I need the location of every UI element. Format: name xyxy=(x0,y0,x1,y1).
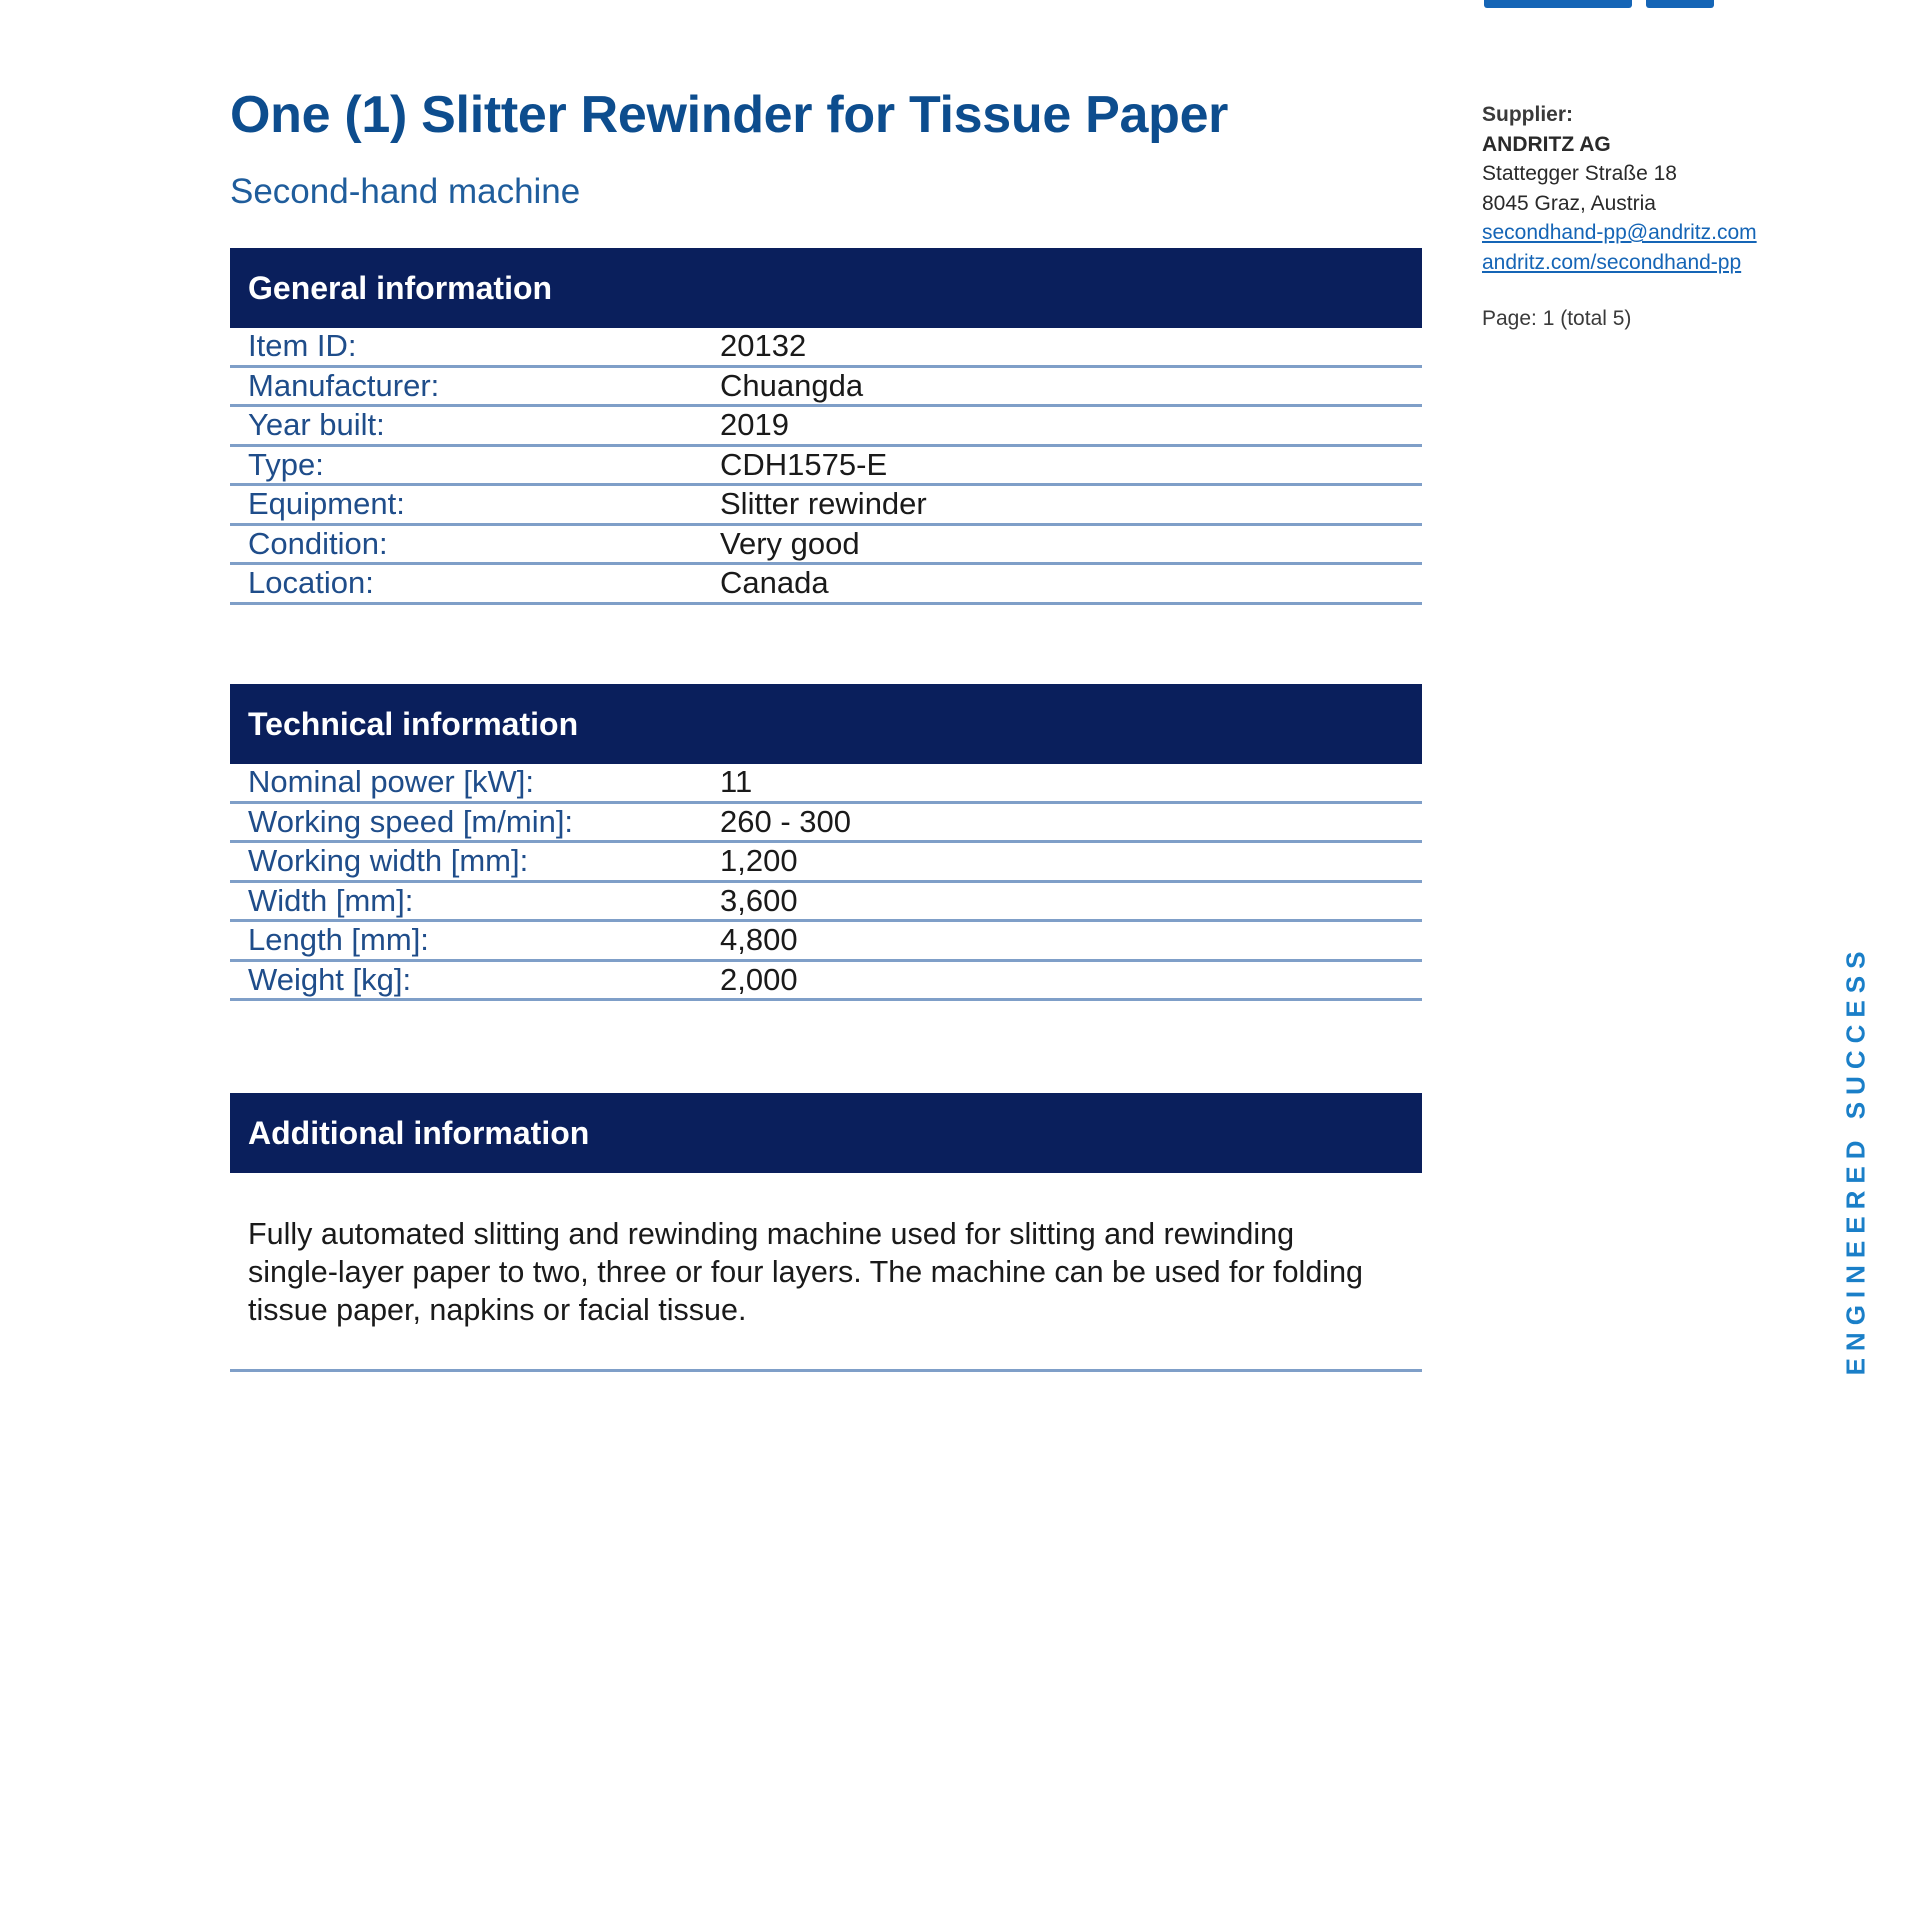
general-row-value: CDH1575-E xyxy=(720,446,888,482)
general-row-label: Item ID: xyxy=(248,328,357,364)
general-row-label: Year built: xyxy=(248,407,385,443)
general-row-value: Slitter rewinder xyxy=(720,486,927,522)
supplier-website-link[interactable]: andritz.com/secondhand-pp xyxy=(1482,250,1742,274)
supplier-company: ANDRITZ AG xyxy=(1482,132,1611,156)
technical-information-heading: Technical information xyxy=(230,684,1422,764)
technical-row-value: 3,600 xyxy=(720,882,798,918)
page-title: One (1) Slitter Rewinder for Tissue Paper xyxy=(230,86,1229,144)
general-information-section xyxy=(230,248,1422,605)
page-subtitle: Second-hand machine xyxy=(230,172,581,211)
page-info: Page: 1 (total 5) xyxy=(1482,307,1632,330)
additional-information-section xyxy=(230,1093,1422,1372)
supplier-sidebar xyxy=(1482,100,1842,334)
technical-row-label: Width [mm]: xyxy=(248,882,414,918)
technical-row-value: 260 - 300 xyxy=(720,803,851,839)
technical-row xyxy=(230,764,1422,804)
logo-bar-right xyxy=(1646,0,1714,8)
supplier-street: Stattegger Straße 18 xyxy=(1482,162,1677,185)
technical-row-value: 4,800 xyxy=(720,922,798,958)
technical-row-label: Working speed [m/min]: xyxy=(248,803,574,839)
general-information-heading: General information xyxy=(230,248,1422,328)
technical-row-label: Working width [mm]: xyxy=(248,843,529,879)
brand-tagline: ENGINEERED SUCCESS xyxy=(1840,944,1871,1376)
general-row xyxy=(230,486,1422,526)
technical-row xyxy=(230,804,1422,844)
technical-information-section xyxy=(230,684,1422,1001)
technical-row-label: Nominal power [kW]: xyxy=(248,764,534,800)
general-row-value: Canada xyxy=(720,565,829,601)
general-row xyxy=(230,368,1422,408)
general-row xyxy=(230,328,1422,368)
technical-row-label: Weight [kg]: xyxy=(248,961,412,997)
technical-row xyxy=(230,883,1422,923)
technical-row-value: 11 xyxy=(720,764,753,800)
general-row-label: Condition: xyxy=(248,525,388,561)
technical-row-value: 2,000 xyxy=(720,961,798,997)
technical-row xyxy=(230,922,1422,962)
general-row-label: Type: xyxy=(248,446,324,482)
general-row-label: Equipment: xyxy=(248,486,405,522)
technical-row xyxy=(230,843,1422,883)
general-row-value: Chuangda xyxy=(720,367,864,403)
general-row-value: 20132 xyxy=(720,328,807,364)
general-row xyxy=(230,407,1422,447)
general-row xyxy=(230,526,1422,566)
additional-information-heading: Additional information xyxy=(230,1093,1422,1173)
technical-row-label: Length [mm]: xyxy=(248,922,429,958)
document-main xyxy=(230,80,1422,1327)
supplier-label: Supplier: xyxy=(1482,103,1574,126)
supplier-email-link[interactable]: secondhand-pp@andritz.com xyxy=(1482,221,1757,244)
general-row-label: Location: xyxy=(248,565,374,601)
general-row xyxy=(230,447,1422,487)
general-row-label: Manufacturer: xyxy=(248,367,440,403)
supplier-city: 8045 Graz, Austria xyxy=(1482,191,1656,215)
logo-bar-left xyxy=(1484,0,1632,8)
general-row xyxy=(230,565,1422,605)
general-row-value: Very good xyxy=(720,525,860,561)
additional-information-text: Fully automated slitting and rewinding machine used for slitting and rewinding single-layer paper to two, three or four layers. The machine can be used for folding tissue paper, napkins or facial tissue. xyxy=(230,1173,1422,1372)
technical-row-value: 1,200 xyxy=(720,843,798,879)
general-row-value: 2019 xyxy=(720,407,789,443)
technical-row xyxy=(230,962,1422,1002)
